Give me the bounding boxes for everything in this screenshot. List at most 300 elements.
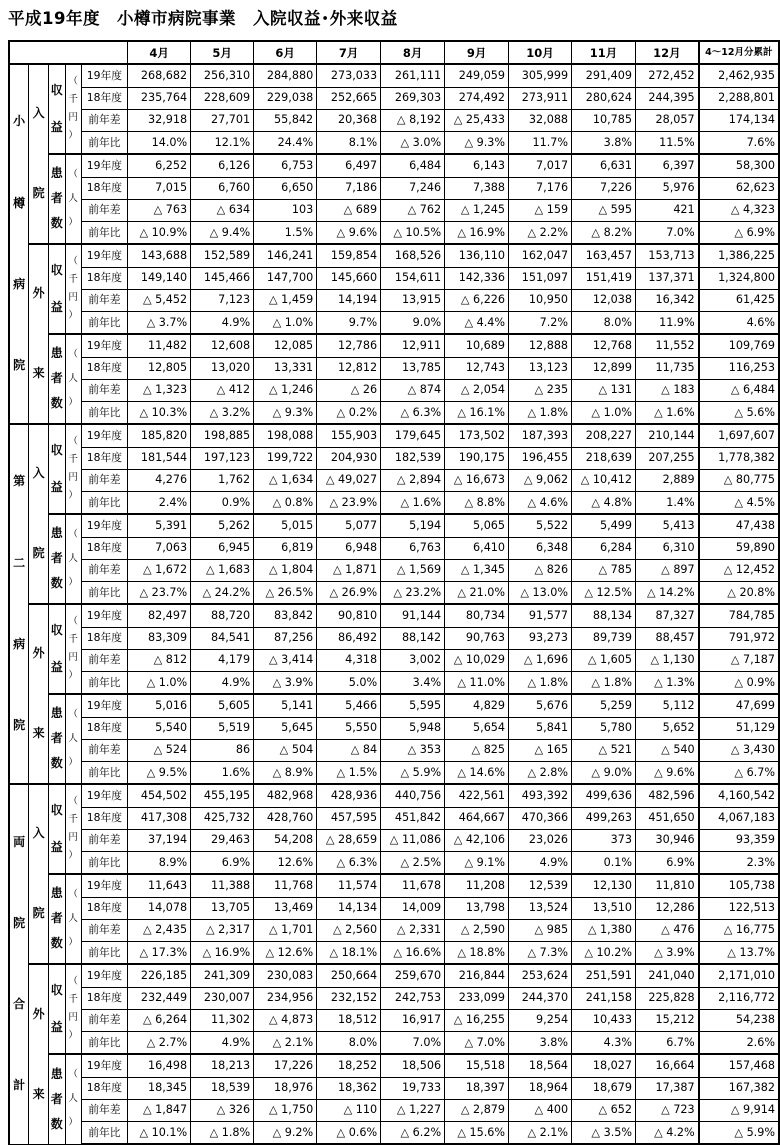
value-cell: △ 15.6% [445, 1122, 509, 1145]
value-cell: 6,126 [191, 154, 254, 177]
table-row [9, 492, 779, 515]
value-cell: 417,308 [128, 807, 191, 829]
value-cell: 116,253 [699, 357, 779, 379]
value-cell: 2.3% [699, 852, 779, 875]
row-label: 前年差 [81, 1099, 127, 1121]
value-cell: 272,452 [636, 64, 699, 87]
value-cell: △ 476 [636, 919, 699, 941]
hospital-label-char: 両 [13, 834, 26, 849]
metric-label-char: 益 [50, 1020, 63, 1035]
unit-label [65, 64, 81, 154]
row-label: 18年度 [81, 537, 127, 559]
value-cell: 13,524 [509, 897, 572, 919]
value-cell: △ 521 [572, 739, 636, 761]
row-label: 前年差 [81, 289, 127, 311]
value-cell: △ 0.6% [317, 1122, 381, 1145]
value-cell: 37,194 [128, 829, 191, 851]
value-cell: 261,111 [381, 64, 445, 87]
metric-label-char: 者 [50, 1091, 63, 1106]
metric-label-char: 者 [50, 911, 63, 926]
value-cell: 196,455 [509, 447, 572, 469]
value-cell: 2,462,935 [699, 64, 779, 87]
value-cell: △ 9.2% [254, 1122, 317, 1145]
table-row [9, 424, 779, 447]
value-cell: 28,057 [636, 109, 699, 131]
value-cell: △ 7.0% [445, 1032, 509, 1055]
unit-char: ） [68, 936, 78, 948]
value-cell: 103 [254, 199, 317, 221]
value-cell: 12,038 [572, 289, 636, 311]
value-cell: 204,930 [317, 447, 381, 469]
value-cell: 791,972 [699, 627, 779, 649]
unit-char: ） [68, 756, 78, 768]
unit-char: ） [68, 849, 78, 861]
row-label: 前年差 [81, 559, 127, 581]
row-label: 前年比 [81, 312, 127, 335]
row-label: 19年度 [81, 424, 127, 447]
value-cell: 6.9% [191, 852, 254, 875]
value-cell: 2,889 [636, 469, 699, 491]
table-row [9, 514, 779, 537]
value-cell: 5,015 [254, 514, 317, 537]
value-cell: 8.0% [317, 1032, 381, 1055]
value-cell: 457,595 [317, 807, 381, 829]
hospital-label-char: 第 [13, 474, 26, 489]
value-cell: 454,502 [128, 784, 191, 807]
unit-char: 千 [68, 633, 78, 645]
table-row [9, 402, 779, 425]
metric-label-char: 益 [50, 300, 63, 315]
value-cell: △ 1,871 [317, 559, 381, 581]
value-cell: 1.4% [636, 492, 699, 515]
unit-char: 千 [68, 453, 78, 465]
value-cell: 12,768 [572, 334, 636, 357]
row-label: 前年差 [81, 199, 127, 221]
value-cell: 226,185 [128, 964, 191, 987]
value-cell: △ 2,054 [445, 379, 509, 401]
unit-char: 千 [68, 993, 78, 1005]
hospital-label-char: 計 [13, 1078, 26, 1093]
value-cell: 11,678 [381, 874, 445, 897]
value-cell: △ 825 [445, 739, 509, 761]
value-cell: 11.7% [509, 132, 572, 155]
value-cell: 83,309 [128, 627, 191, 649]
value-cell: 198,885 [191, 424, 254, 447]
value-cell: 18,539 [191, 1077, 254, 1099]
unit-char: ） [68, 576, 78, 588]
value-cell: 455,195 [191, 784, 254, 807]
value-cell: △ 3.7% [128, 312, 191, 335]
metric-label-char: 益 [50, 840, 63, 855]
value-cell: 7,388 [445, 177, 509, 199]
value-cell: 3,002 [381, 649, 445, 671]
value-cell: 208,227 [572, 424, 636, 447]
value-cell: △ 3.9% [254, 672, 317, 695]
value-cell: 88,142 [381, 627, 445, 649]
value-cell: △ 812 [128, 649, 191, 671]
value-cell: △ 10.5% [381, 222, 445, 245]
value-cell: 5,259 [572, 694, 636, 717]
value-cell: 47,699 [699, 694, 779, 717]
unit-char: 人 [68, 372, 78, 384]
value-cell: 4.3% [572, 1032, 636, 1055]
value-cell: 11,552 [636, 334, 699, 357]
table-row [9, 379, 779, 401]
value-cell: 5,141 [254, 694, 317, 717]
value-cell: 13,469 [254, 897, 317, 919]
value-cell: △ 16.9% [191, 942, 254, 965]
value-cell: 6,753 [254, 154, 317, 177]
value-cell: △ 10.1% [128, 1122, 191, 1145]
value-cell: △ 874 [381, 379, 445, 401]
metric-label-char: 収 [50, 982, 63, 997]
value-cell: △ 13.7% [699, 942, 779, 965]
value-cell: 7.0% [381, 1032, 445, 1055]
value-cell: 7,017 [509, 154, 572, 177]
value-cell: 20,368 [317, 109, 381, 131]
value-cell: △ 3,430 [699, 739, 779, 761]
value-cell: △ 2.1% [254, 1032, 317, 1055]
value-cell: 19,733 [381, 1077, 445, 1099]
value-cell: △ 9.3% [445, 132, 509, 155]
column-header: 9月 [445, 41, 509, 64]
unit-char: （ [68, 708, 78, 720]
value-cell: △ 2.8% [509, 762, 572, 785]
value-cell: △ 0.2% [317, 402, 381, 425]
value-cell: △ 25,433 [445, 109, 509, 131]
unit-char: （ [68, 168, 78, 180]
row-label: 18年度 [81, 357, 127, 379]
row-label: 前年差 [81, 919, 127, 941]
row-label: 18年度 [81, 1077, 127, 1099]
metric-label-char: 患 [50, 1066, 63, 1081]
value-cell: 274,492 [445, 87, 509, 109]
unit-char: （ [68, 888, 78, 900]
row-label: 18年度 [81, 627, 127, 649]
table-row [9, 1032, 779, 1055]
row-label: 19年度 [81, 1054, 127, 1077]
value-cell: 4,179 [191, 649, 254, 671]
value-cell: 229,038 [254, 87, 317, 109]
value-cell: 2.4% [128, 492, 191, 515]
value-cell: 14.0% [128, 132, 191, 155]
metric-label [48, 784, 65, 874]
row-label: 18年度 [81, 447, 127, 469]
value-cell: △ 10.2% [572, 942, 636, 965]
value-cell: △ 20.8% [699, 582, 779, 605]
value-cell: 151,097 [509, 267, 572, 289]
value-cell: 6,760 [191, 177, 254, 199]
value-cell: 18,345 [128, 1077, 191, 1099]
row-label: 前年差 [81, 739, 127, 761]
value-cell: △ 1,634 [254, 469, 317, 491]
value-cell: △ 1.0% [572, 402, 636, 425]
value-cell: 470,366 [509, 807, 572, 829]
value-cell: 122,513 [699, 897, 779, 919]
value-cell: 8.1% [317, 132, 381, 155]
value-cell: 6,631 [572, 154, 636, 177]
row-label: 前年差 [81, 829, 127, 851]
value-cell: 5,077 [317, 514, 381, 537]
value-cell: 0.9% [191, 492, 254, 515]
value-cell: △ 23.2% [381, 582, 445, 605]
value-cell: △ 6.7% [699, 762, 779, 785]
table-row [9, 64, 779, 87]
value-cell: △ 26 [317, 379, 381, 401]
metric-label-char: 数 [50, 756, 63, 771]
unit-label [65, 604, 81, 694]
value-cell: 12,812 [317, 357, 381, 379]
value-cell: △ 412 [191, 379, 254, 401]
table-row [9, 1009, 779, 1031]
unit-char: ） [68, 669, 78, 681]
table-row [9, 987, 779, 1009]
value-cell: 232,449 [128, 987, 191, 1009]
value-cell: 7,226 [572, 177, 636, 199]
value-cell: 280,624 [572, 87, 636, 109]
value-cell: 241,158 [572, 987, 636, 1009]
value-cell: △ 2,879 [445, 1099, 509, 1121]
value-cell: 5,065 [445, 514, 509, 537]
value-cell: 13,785 [381, 357, 445, 379]
value-cell: △ 2,894 [381, 469, 445, 491]
table-row [9, 267, 779, 289]
value-cell: △ 8.2% [572, 222, 636, 245]
value-cell: 7,246 [381, 177, 445, 199]
value-cell: 1.5% [254, 222, 317, 245]
table-row [9, 762, 779, 785]
metric-label-char: 数 [50, 576, 63, 591]
value-cell: △ 16,255 [445, 1009, 509, 1031]
value-cell: △ 0.9% [699, 672, 779, 695]
value-cell: 18,027 [572, 1054, 636, 1077]
value-cell: △ 9.5% [128, 762, 191, 785]
value-cell: 149,140 [128, 267, 191, 289]
value-cell: 11,388 [191, 874, 254, 897]
unit-char: ） [68, 1117, 78, 1129]
header-row [9, 41, 779, 64]
value-cell: △ 1,323 [128, 379, 191, 401]
value-cell: 5,262 [191, 514, 254, 537]
table-row [9, 604, 779, 627]
value-cell: 24.4% [254, 132, 317, 155]
metric-label-char: 収 [50, 262, 63, 277]
value-cell: 163,457 [572, 244, 636, 267]
value-cell: △ 11.0% [445, 672, 509, 695]
value-cell: △ 5.9% [699, 1122, 779, 1145]
value-cell: 5,540 [128, 717, 191, 739]
value-cell: 16,498 [128, 1054, 191, 1077]
value-cell: △ 400 [509, 1099, 572, 1121]
value-cell: 4,318 [317, 649, 381, 671]
table-row [9, 222, 779, 245]
value-cell: △ 14.6% [445, 762, 509, 785]
row-label: 18年度 [81, 717, 127, 739]
value-cell: 1,762 [191, 469, 254, 491]
unit-label [65, 1054, 81, 1144]
value-cell: 199,722 [254, 447, 317, 469]
value-cell: 136,110 [445, 244, 509, 267]
value-cell: 210,144 [636, 424, 699, 447]
value-cell: △ 826 [509, 559, 572, 581]
type-label-char: 院 [32, 546, 45, 561]
value-cell: 187,393 [509, 424, 572, 447]
value-cell: 15,212 [636, 1009, 699, 1031]
value-cell: 14,078 [128, 897, 191, 919]
value-cell: 14,134 [317, 897, 381, 919]
value-cell: 93,273 [509, 627, 572, 649]
value-cell: 1,386,225 [699, 244, 779, 267]
value-cell: △ 10.9% [128, 222, 191, 245]
value-cell: 182,539 [381, 447, 445, 469]
value-cell: 88,720 [191, 604, 254, 627]
value-cell: △ 540 [636, 739, 699, 761]
value-cell: 12,899 [572, 357, 636, 379]
value-cell: 2.6% [699, 1032, 779, 1055]
table-row [9, 964, 779, 987]
value-cell: △ 110 [317, 1099, 381, 1121]
value-cell: 84,541 [191, 627, 254, 649]
value-cell: 7,063 [128, 537, 191, 559]
value-cell: 181,544 [128, 447, 191, 469]
value-cell: △ 1,696 [509, 649, 572, 671]
row-label: 18年度 [81, 87, 127, 109]
value-cell: 109,769 [699, 334, 779, 357]
row-label: 19年度 [81, 604, 127, 627]
value-cell: 168,526 [381, 244, 445, 267]
value-cell: △ 7,187 [699, 649, 779, 671]
value-cell: △ 2,435 [128, 919, 191, 941]
value-cell: △ 4.6% [509, 492, 572, 515]
value-cell: △ 3.9% [636, 942, 699, 965]
value-cell: △ 18.8% [445, 942, 509, 965]
value-cell: 2,171,010 [699, 964, 779, 987]
value-cell: 784,785 [699, 604, 779, 627]
value-cell: △ 4.5% [699, 492, 779, 515]
value-cell: 4.9% [191, 1032, 254, 1055]
value-cell: 18,252 [317, 1054, 381, 1077]
value-cell: 4.9% [191, 672, 254, 695]
row-label: 18年度 [81, 897, 127, 919]
value-cell: 13,331 [254, 357, 317, 379]
value-cell: △ 3.0% [381, 132, 445, 155]
value-cell: 93,359 [699, 829, 779, 851]
unit-label [65, 244, 81, 334]
value-cell: 233,099 [445, 987, 509, 1009]
value-cell: 18,362 [317, 1077, 381, 1099]
value-cell: △ 985 [509, 919, 572, 941]
value-cell: 230,007 [191, 987, 254, 1009]
table-row [9, 447, 779, 469]
row-label: 18年度 [81, 177, 127, 199]
value-cell: 13,020 [191, 357, 254, 379]
value-cell: 105,738 [699, 874, 779, 897]
value-cell: △ 6,264 [128, 1009, 191, 1031]
metric-label [48, 874, 65, 964]
metric-label [48, 244, 65, 334]
value-cell: △ 26.9% [317, 582, 381, 605]
value-cell: 32,918 [128, 109, 191, 131]
value-cell: 5,522 [509, 514, 572, 537]
type-label [29, 244, 49, 424]
unit-char: 円 [68, 111, 78, 123]
value-cell: 5,499 [572, 514, 636, 537]
hospital-label-char: 院 [13, 915, 26, 930]
value-cell: 273,911 [509, 87, 572, 109]
value-cell: 18,564 [509, 1054, 572, 1077]
hospital-label-char: 合 [13, 997, 26, 1012]
type-label-char: 院 [32, 906, 45, 921]
value-cell: 17,387 [636, 1077, 699, 1099]
row-label: 19年度 [81, 784, 127, 807]
value-cell: 16,342 [636, 289, 699, 311]
value-cell: 2,116,772 [699, 987, 779, 1009]
table-row [9, 672, 779, 695]
value-cell: 6,650 [254, 177, 317, 199]
value-cell: △ 1.0% [254, 312, 317, 335]
page-title: 平成19年度 小樽市病院事業 入院収益･外来収益 [8, 9, 398, 28]
value-cell: 242,753 [381, 987, 445, 1009]
value-cell: 11.9% [636, 312, 699, 335]
value-cell: 11,302 [191, 1009, 254, 1031]
value-cell: 256,310 [191, 64, 254, 87]
value-cell: △ 159 [509, 199, 572, 221]
row-label: 18年度 [81, 267, 127, 289]
value-cell: 11,643 [128, 874, 191, 897]
table-row [9, 784, 779, 807]
value-cell: 18,213 [191, 1054, 254, 1077]
value-cell: 251,591 [572, 964, 636, 987]
value-cell: 173,502 [445, 424, 509, 447]
value-cell: 7,176 [509, 177, 572, 199]
value-cell: 190,175 [445, 447, 509, 469]
value-cell: △ 13.0% [509, 582, 572, 605]
table-row [9, 1122, 779, 1145]
value-cell: △ 353 [381, 739, 445, 761]
value-cell: △ 9,062 [509, 469, 572, 491]
value-cell: 291,409 [572, 64, 636, 87]
metric-label-char: 益 [50, 120, 63, 135]
type-label-char: 入 [32, 826, 45, 841]
metric-label-char: 患 [50, 346, 63, 361]
value-cell: △ 2,590 [445, 919, 509, 941]
column-header: 8月 [381, 41, 445, 64]
value-cell: 5.0% [317, 672, 381, 695]
type-label-char: 外 [32, 286, 45, 301]
value-cell: △ 6,484 [699, 379, 779, 401]
unit-char: 円 [68, 651, 78, 663]
value-cell: 5,605 [191, 694, 254, 717]
unit-char: ） [68, 396, 78, 408]
value-cell: 6,945 [191, 537, 254, 559]
value-cell: 5,550 [317, 717, 381, 739]
column-header: 4～12月分累計 [699, 41, 779, 64]
value-cell: 8.9% [128, 852, 191, 875]
value-cell: 12,608 [191, 334, 254, 357]
value-cell: 12.6% [254, 852, 317, 875]
value-cell: 499,636 [572, 784, 636, 807]
value-cell: △ 2.2% [509, 222, 572, 245]
value-cell: 6,348 [509, 537, 572, 559]
metric-label-char: 収 [50, 82, 63, 97]
value-cell: △ 1,380 [572, 919, 636, 941]
table-row [9, 199, 779, 221]
unit-char: （ [68, 75, 78, 87]
value-cell: 3.4% [381, 672, 445, 695]
value-cell: △ 26.5% [254, 582, 317, 605]
value-cell: △ 21.0% [445, 582, 509, 605]
value-cell: 5,645 [254, 717, 317, 739]
